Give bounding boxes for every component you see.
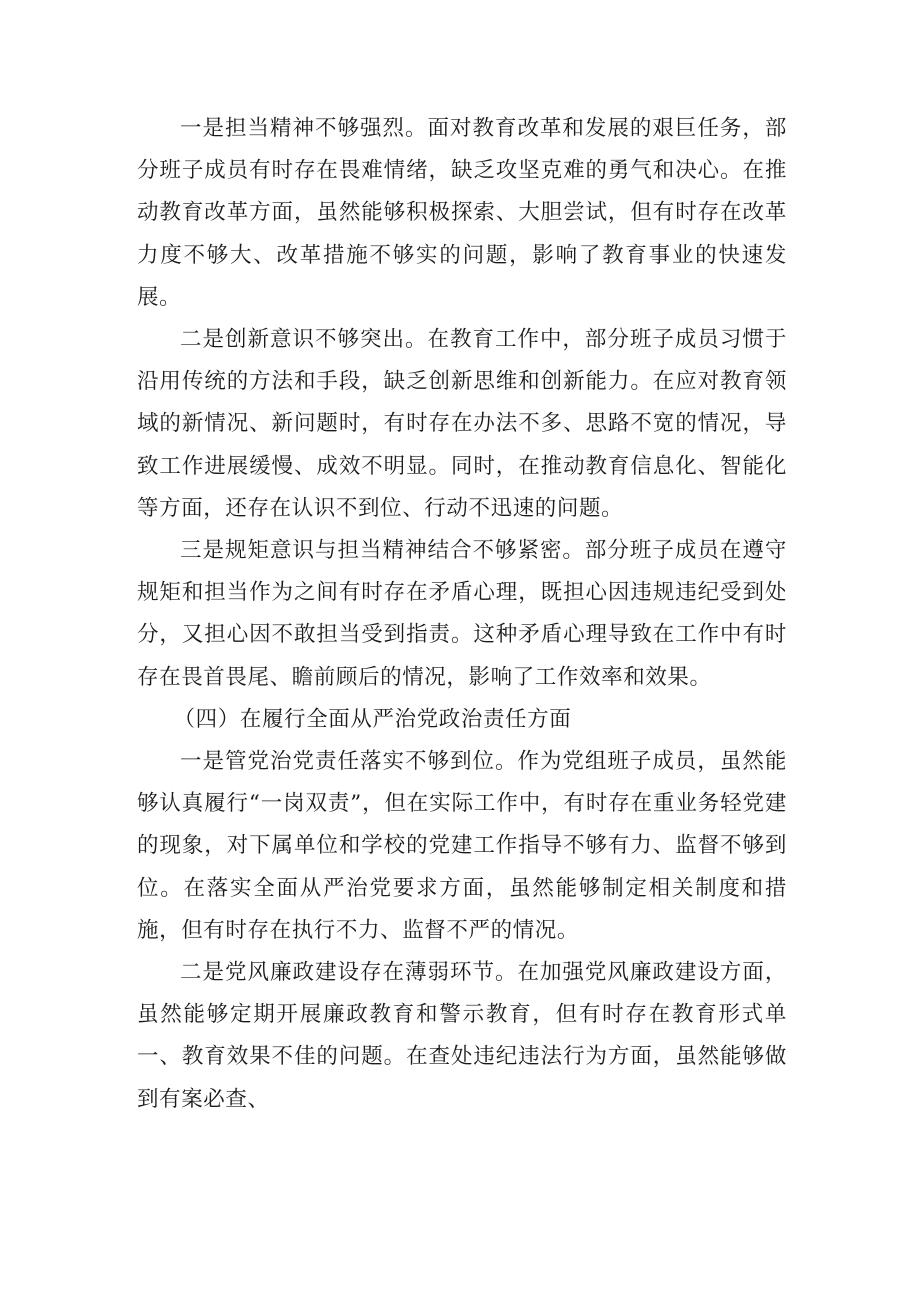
section-heading: （四）在履行全面从严治党政治责任方面	[173, 706, 572, 732]
paragraph-courage: 一是担当精神不够强烈。面对教育改革和发展的艰巨任务，部分班子成员有时存在畏难情绪，缺乏攻坚克难的勇气和决心。在推动教育改革方面，虽然能够积极探索、大胆尝试，但有时存在改革力度不够大、改革措施不够实的问题，影响了教育事业的快速发展。	[137, 116, 787, 310]
paragraph-integrity: 二是党风廉政建设存在薄弱环节。在加强党风廉政建设方面，虽然能够定期开展廉政教育和警示教育，但有时存在教育形式单一、教育效果不佳的问题。在查处违纪违法行为方面，虽然能够做到有案必查、	[137, 960, 787, 1112]
paragraph-innovation: 二是创新意识不够突出。在教育工作中，部分班子成员习惯于沿用传统的方法和手段，缺乏创新思维和创新能力。在应对教育领域的新情况、新问题时，有时存在办法不多、思路不宽的情况，导致工作进展缓慢、成效不明显。同时，在推动教育信息化、智能化等方面，还存在认识不到位、行动不迅速的问题。	[137, 327, 787, 521]
document-body	[137, 108, 787, 1121]
paragraph-rules: 三是规矩意识与担当精神结合不够紧密。部分班子成员在遵守规矩和担当作为之间有时存在矛盾心理，既担心因违规违纪受到处分，又担心因不敢担当受到指责。这种矛盾心理导致在工作中有时存在畏首畏尾、瞻前顾后的情况，影响了工作效率和效果。	[137, 538, 787, 690]
paragraph-party-responsibility: 一是管党治党责任落实不够到位。作为党组班子成员，虽然能够认真履行“一岗双责”，但在实际工作中，有时存在重业务轻党建的现象，对下属单位和学校的党建工作指导不够有力、监督不够到位。在落实全面从严治党要求方面，虽然能够制定相关制度和措施，但有时存在执行不力、监督不严的情况。	[137, 749, 787, 943]
